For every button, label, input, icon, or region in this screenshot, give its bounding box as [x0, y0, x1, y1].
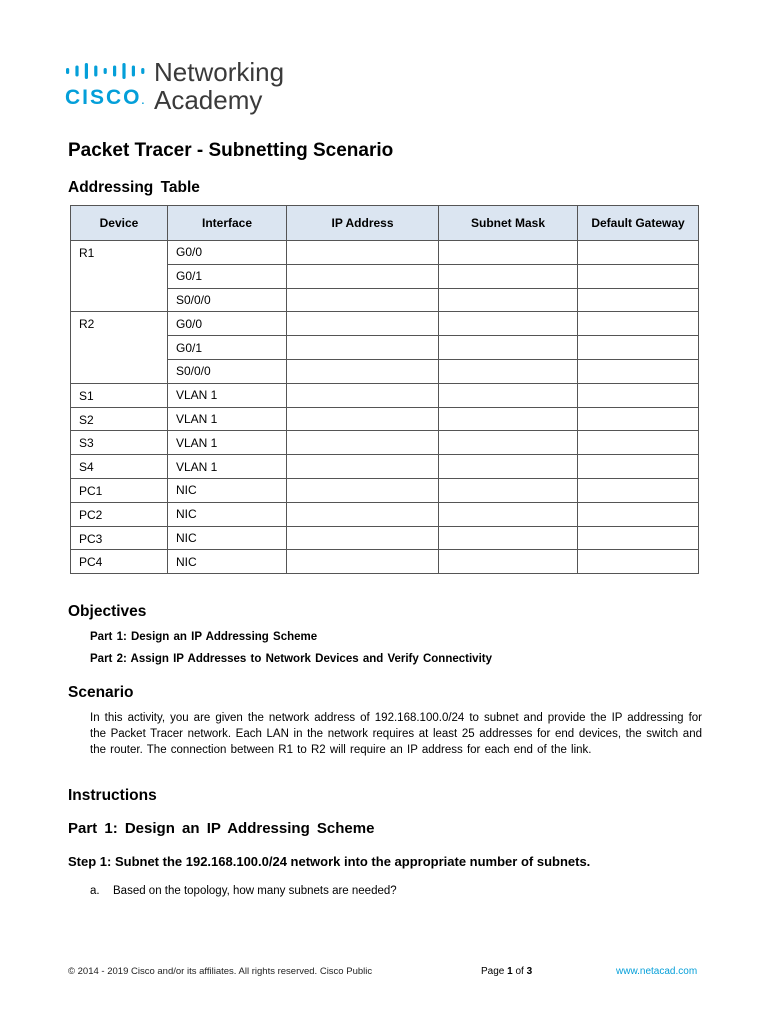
subnet-mask-cell[interactable]	[439, 502, 578, 526]
default-gateway-cell[interactable]	[578, 407, 699, 431]
interface-cell: S0/0/0	[168, 288, 287, 312]
addressing-table-heading: Addressing Table	[68, 179, 200, 196]
device-cell: PC2	[71, 502, 168, 526]
footer-netacad-link[interactable]: www.netacad.com	[616, 966, 698, 977]
column-header: Interface	[168, 206, 287, 241]
table-header-row	[71, 206, 699, 241]
interface-cell: VLAN 1	[168, 383, 287, 407]
part-1-heading: Part 1: Design an IP Addressing Scheme	[68, 820, 375, 837]
subnet-mask-cell[interactable]	[439, 336, 578, 360]
device-cell: PC3	[71, 526, 168, 550]
device-cell: S3	[71, 431, 168, 455]
interface-cell: NIC	[168, 502, 287, 526]
ip-address-cell[interactable]	[287, 312, 439, 336]
cisco-networking-academy-logo	[54, 56, 314, 118]
scenario-paragraph: In this activity, you are given the network address of 192.168.100.0/24 to subnet and provide the IP addressing for the Packet Tracer network. Each LAN in the network requires at least 25 addresses for end devices, the switch and the router. The connection between R1 to R2 will require an IP address for each end of the link.	[90, 712, 702, 756]
page-current: 1	[507, 966, 513, 977]
subnet-mask-cell[interactable]	[439, 550, 578, 574]
device-cell: PC4	[71, 550, 168, 574]
interface-cell: VLAN 1	[168, 431, 287, 455]
default-gateway-cell[interactable]	[578, 455, 699, 479]
table-row	[71, 431, 699, 455]
column-header: Default Gateway	[578, 206, 699, 241]
subnet-mask-cell[interactable]	[439, 526, 578, 550]
default-gateway-cell[interactable]	[578, 264, 699, 288]
default-gateway-cell[interactable]	[578, 550, 699, 574]
interface-cell: G0/1	[168, 264, 287, 288]
cisco-bar	[132, 66, 135, 77]
ip-address-cell[interactable]	[287, 478, 439, 502]
device-cell: S4	[71, 455, 168, 479]
table-row	[71, 407, 699, 431]
subnet-mask-cell[interactable]	[439, 431, 578, 455]
cisco-bar	[122, 63, 125, 79]
ip-address-cell[interactable]	[287, 336, 439, 360]
document-title: Packet Tracer - Subnetting Scenario	[68, 140, 394, 161]
ip-address-cell[interactable]	[287, 264, 439, 288]
device-cell: S1	[71, 383, 168, 407]
default-gateway-cell[interactable]	[578, 526, 699, 550]
default-gateway-cell[interactable]	[578, 502, 699, 526]
table-row	[71, 241, 699, 265]
footer-copyright: © 2014 - 2019 Cisco and/or its affiliates. All rights reserved. Cisco Public	[68, 966, 373, 977]
default-gateway-cell[interactable]	[578, 241, 699, 265]
device-cell: PC1	[71, 478, 168, 502]
column-header: IP Address	[287, 206, 439, 241]
default-gateway-cell[interactable]	[578, 312, 699, 336]
interface-cell: VLAN 1	[168, 455, 287, 479]
subnet-mask-cell[interactable]	[439, 264, 578, 288]
ip-address-cell[interactable]	[287, 407, 439, 431]
subnet-mask-cell[interactable]	[439, 478, 578, 502]
default-gateway-cell[interactable]	[578, 478, 699, 502]
ip-address-cell[interactable]	[287, 550, 439, 574]
default-gateway-cell[interactable]	[578, 383, 699, 407]
cisco-bar	[75, 66, 78, 77]
cisco-wordmark-dot: .	[141, 96, 145, 107]
default-gateway-cell[interactable]	[578, 431, 699, 455]
cisco-bar	[113, 66, 116, 77]
interface-cell: G0/0	[168, 312, 287, 336]
table-row	[71, 502, 699, 526]
question-a	[90, 884, 397, 898]
cisco-bar	[141, 68, 144, 74]
subnet-mask-cell[interactable]	[439, 383, 578, 407]
ip-address-cell[interactable]	[287, 502, 439, 526]
ip-address-cell[interactable]	[287, 455, 439, 479]
logo-networking-text: Networking	[154, 57, 285, 87]
subnet-mask-cell[interactable]	[439, 359, 578, 383]
device-cell: R2	[71, 312, 168, 383]
table-row	[71, 478, 699, 502]
page-total: 3	[526, 966, 533, 977]
cisco-bar	[85, 63, 88, 79]
subnet-mask-cell[interactable]	[439, 312, 578, 336]
device-cell: R1	[71, 241, 168, 312]
subnet-mask-cell[interactable]	[439, 241, 578, 265]
cisco-wordmark	[65, 86, 144, 114]
interface-cell: G0/1	[168, 336, 287, 360]
footer-page-number	[481, 966, 532, 978]
subnet-mask-cell[interactable]	[439, 455, 578, 479]
column-header: Device	[71, 206, 168, 241]
ip-address-cell[interactable]	[287, 383, 439, 407]
cisco-bar	[104, 68, 107, 74]
page-prefix: Page	[481, 966, 505, 977]
instructions-heading: Instructions	[68, 787, 157, 804]
default-gateway-cell[interactable]	[578, 336, 699, 360]
step-1-heading: Step 1: Subnet the 192.168.100.0/24 network into the appropriate number of subnets.	[68, 854, 591, 869]
objective-part-1: Part 1: Design an IP Addressing Scheme	[90, 631, 318, 643]
ip-address-cell[interactable]	[287, 526, 439, 550]
table-row	[71, 383, 699, 407]
addressing-table-body	[71, 241, 699, 574]
cisco-wordmark-text: CISCO	[65, 86, 142, 109]
question-text: Based on the topology, how many subnets are needed?	[113, 885, 397, 897]
table-row	[71, 455, 699, 479]
cisco-bar	[94, 66, 97, 77]
interface-cell: S0/0/0	[168, 359, 287, 383]
interface-cell: NIC	[168, 526, 287, 550]
cisco-bar	[66, 68, 69, 74]
cisco-bars-icon	[54, 61, 150, 81]
subnet-mask-cell[interactable]	[439, 288, 578, 312]
ip-address-cell[interactable]	[287, 431, 439, 455]
default-gateway-cell[interactable]	[578, 288, 699, 312]
device-cell: S2	[71, 407, 168, 431]
objective-part-2: Part 2: Assign IP Addresses to Network Devices and Verify Connectivity	[90, 653, 492, 665]
scenario-heading: Scenario	[68, 684, 134, 701]
ip-address-cell[interactable]	[287, 288, 439, 312]
interface-cell: G0/0	[168, 241, 287, 265]
logo-academy-text: Academy	[154, 85, 263, 115]
column-header: Subnet Mask	[439, 206, 578, 241]
default-gateway-cell[interactable]	[578, 359, 699, 383]
table-row	[71, 526, 699, 550]
interface-cell: VLAN 1	[168, 407, 287, 431]
table-row	[71, 550, 699, 574]
subnet-mask-cell[interactable]	[439, 407, 578, 431]
ip-address-cell[interactable]	[287, 241, 439, 265]
question-label: a.	[90, 885, 100, 897]
ip-address-cell[interactable]	[287, 359, 439, 383]
table-row	[71, 312, 699, 336]
addressing-table	[70, 205, 699, 574]
interface-cell: NIC	[168, 550, 287, 574]
page-of: of	[515, 966, 524, 977]
interface-cell: NIC	[168, 478, 287, 502]
objectives-heading: Objectives	[68, 603, 147, 620]
